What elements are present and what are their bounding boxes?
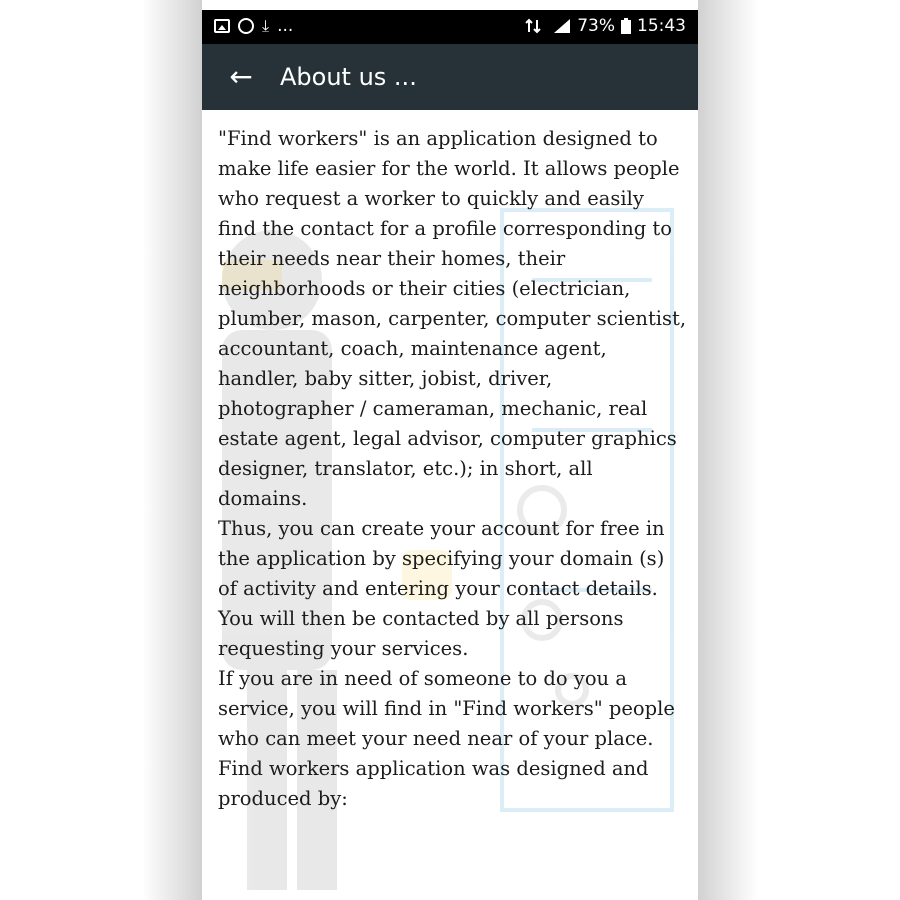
right-shadow [698, 0, 758, 900]
phone-screen [202, 10, 698, 890]
about-text [218, 124, 688, 814]
paragraph-account: Thus, you can create your account for free in the application by specifying your domain (s) of activity and entering your contact details. [218, 517, 665, 600]
left-shadow [142, 0, 202, 900]
download-icon: ⤓ [262, 16, 270, 35]
battery-percent: 73% [577, 16, 615, 36]
more-notifications: ... [277, 16, 294, 36]
status-bar [202, 10, 698, 44]
status-bar-right [525, 16, 686, 36]
paragraph-need: If you are in need of someone to do you a service, you will find in "Find workers" people who can meet your need near of your place. [218, 667, 675, 750]
app-bar [202, 44, 698, 110]
battery-icon [621, 18, 631, 34]
paragraph-intro: "Find workers" is an application designed to make life easier for the world. It allows people who request a worker to quickly and easily find the contact for a profile corresponding to their needs near their homes, their neighborhoods or their cities (electrician, plumber, mason, carpenter, computer scientist, accountant, coach, maintenance agent, handler, baby sitter, jobist, driver, photographer / cameraman, mechanic, real estate agent, legal advisor, computer graphics designer, translator, etc.); in short, all domains. [218, 127, 687, 510]
paragraph-credits: Find workers application was designed and produced by: [218, 757, 649, 810]
image-icon [214, 19, 230, 33]
signal-icon [553, 18, 571, 34]
whatsapp-icon [238, 18, 254, 34]
data-transfer-icon [525, 18, 547, 34]
status-bar-left [214, 16, 293, 36]
page-title: About us ... [280, 63, 417, 91]
arrow-left-icon[interactable]: ← [229, 60, 253, 93]
paragraph-contacted: You will then be contacted by all persons requesting your services. [218, 607, 624, 660]
clock: 15:43 [637, 16, 686, 36]
about-content[interactable] [202, 110, 698, 890]
